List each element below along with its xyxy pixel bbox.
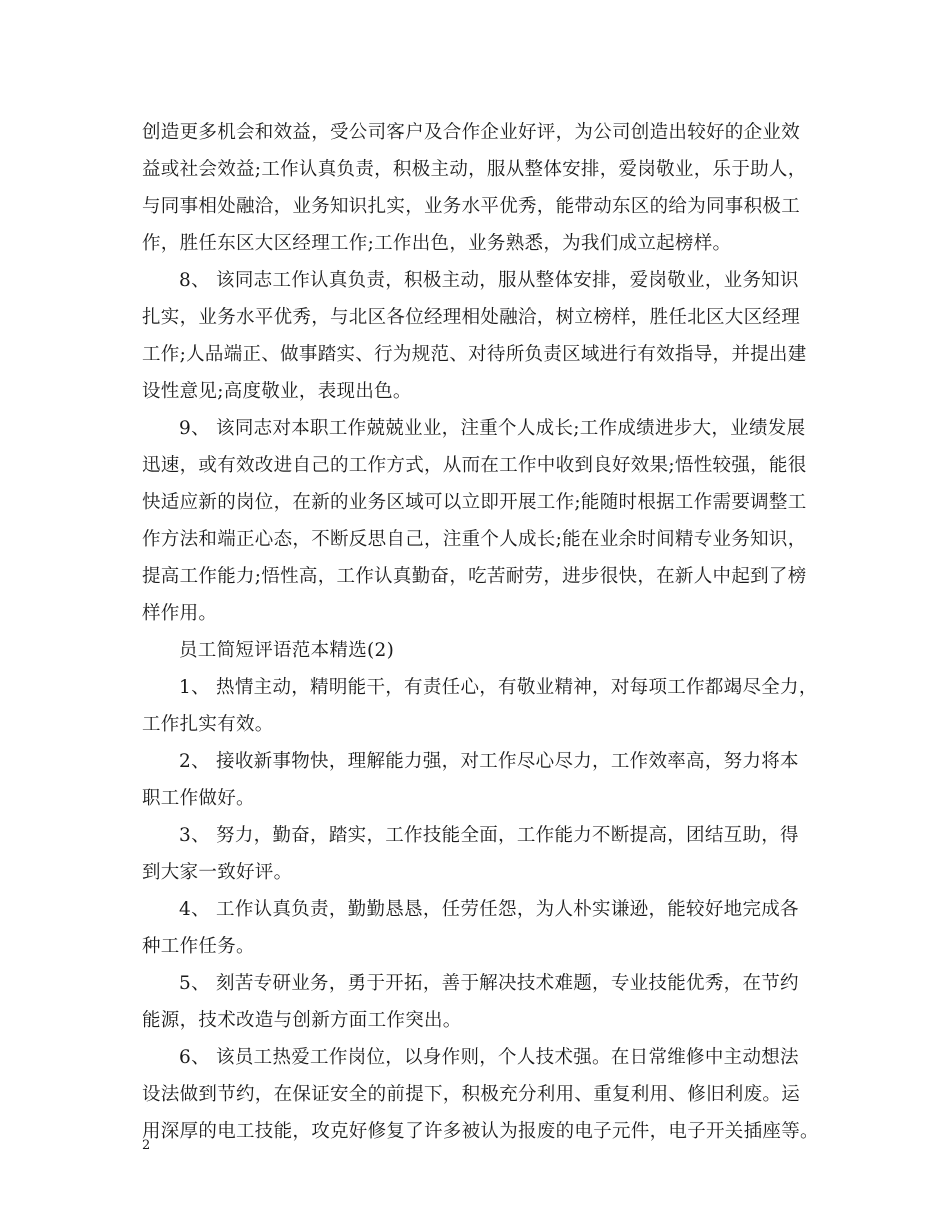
text-line: 提高工作能力;悟性高，工作认真勤奋，吃苦耐劳，进步很快，在新人中起到了榜 (142, 566, 807, 587)
text-line: 快适应新的岗位，在新的业务区域可以立即开展工作;能随时根据工作需要调整工 (142, 492, 807, 513)
text-line: 到大家一致好评。 (142, 862, 293, 883)
text-line: 扎实，业务水平优秀，与北区各位经理相处融洽，树立榜样，胜任北区大区经理 (142, 307, 801, 328)
paragraph-item-6: 6、 该员工热爱工作岗位，以身作则，个人技术强。在日常维修中主动想法 (179, 1047, 799, 1068)
paragraph-item-2: 2、 接收新事物快，理解能力强，对工作尽心尽力，工作效率高，努力将本 (179, 751, 799, 772)
text-line: 种工作任务。 (142, 936, 255, 957)
text-line: 用深厚的电工技能，攻克好修复了许多被认为报废的电子元件，电子开关插座等。 (142, 1121, 819, 1142)
text-line: 工作;人品端正、做事踏实、行为规范、对待所负责区域进行有效指导，并提出建 (142, 344, 807, 365)
text-line: 益或社会效益;工作认真负责，积极主动，服从整体安排，爱岗敬业，乐于助人， (142, 159, 807, 180)
text-line: 设性意见;高度敬业，表现出色。 (142, 381, 412, 402)
text-line: 迅速，或有效改进自己的工作方式，从而在工作中收到良好效果;悟性较强，能很 (142, 455, 807, 476)
text-line: 能源，技术改造与创新方面工作突出。 (142, 1010, 462, 1031)
text-line: 作，胜任东区大区经理工作;工作出色，业务熟悉，为我们成立起榜样。 (142, 233, 732, 254)
page-number: 2 (142, 1138, 151, 1153)
paragraph-item-5: 5、 刻苦专研业务，勇于开拓，善于解决技术难题，专业技能优秀，在节约 (179, 973, 799, 994)
text-line: 设法做到节约，在保证安全的前提下，积极充分利用、重复利用、修旧利废。运 (142, 1084, 801, 1105)
text-line: 样作用。 (142, 603, 218, 624)
paragraph-item-3: 3、 努力，勤奋，踏实，工作技能全面，工作能力不断提高，团结互助，得 (179, 825, 799, 846)
text-line: 与同事相处融洽，业务知识扎实，业务水平优秀，能带动东区的给为同事积极工 (142, 196, 801, 217)
paragraph-item-1: 1、 热情主动，精明能干，有责任心，有敬业精神，对每项工作都竭尽全力， (179, 677, 818, 698)
text-line: 工作扎实有效。 (142, 714, 274, 735)
paragraph-item-9: 9、 该同志对本职工作兢兢业业，注重个人成长;工作成绩进步大，业绩发展 (179, 418, 806, 439)
section-heading: 员工简短评语范本精选(2) (179, 640, 395, 661)
paragraph-item-8: 8、 该同志工作认真负责，积极主动，服从整体安排，爱岗敬业，业务知识 (179, 270, 799, 291)
text-line: 创造更多机会和效益，受公司客户及合作企业好评，为公司创造出较好的企业效 (142, 122, 801, 143)
document-body (142, 114, 818, 1150)
paragraph-item-4: 4、 工作认真负责，勤勤恳恳，任劳任怨，为人朴实谦逊，能较好地完成各 (179, 899, 799, 920)
text-line: 作方法和端正心态，不断反思自己，注重个人成长;能在业余时间精专业务知识， (142, 529, 807, 550)
text-line: 职工作做好。 (142, 788, 255, 809)
